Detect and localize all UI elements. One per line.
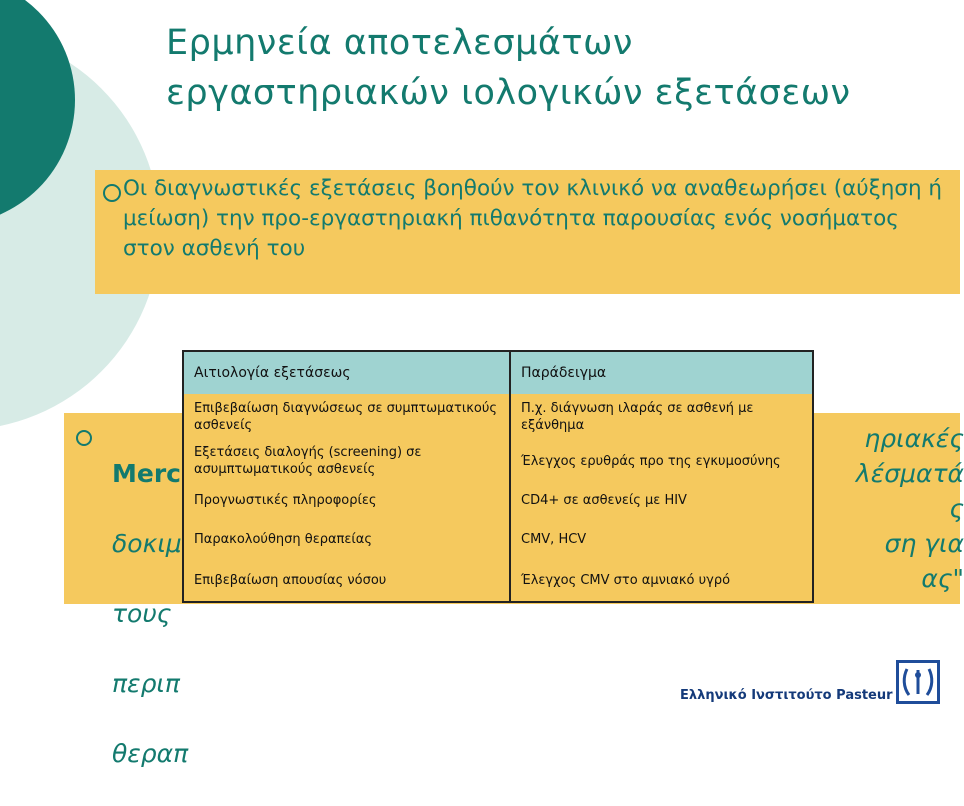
table-cell: Εξετάσεις διαλογής (screening) σε ασυμπτωματικούς ασθενείς	[183, 440, 510, 482]
table-header-cell: Παράδειγμα	[510, 351, 813, 394]
bullet2-right-4: ση για	[884, 529, 964, 558]
table-header-cell: Αιτιολογία εξετάσεως	[183, 351, 510, 394]
bullet2-line-4: περιπ	[112, 669, 180, 698]
bullet2-line-2: δοκιμ	[112, 529, 182, 558]
table-row	[183, 518, 813, 560]
table-row	[183, 482, 813, 518]
table-cell: Έλεγχος CMV στο αμνιακό υγρό	[521, 573, 731, 588]
bullet2-line-5: θεραπ	[112, 739, 189, 768]
bullet2-line-3: τους	[112, 599, 172, 628]
title-line-1: Ερμηνεία αποτελεσμάτων	[166, 23, 633, 63]
bullet-circle-icon	[76, 430, 92, 446]
title-line-2: εργαστηριακών ιολογικών εξετάσεων	[166, 73, 851, 113]
table-row	[183, 394, 813, 440]
table-row	[183, 560, 813, 602]
table-cell: Επιβεβαίωση διαγνώσεως σε συμπτωματικούς ασθενείς	[183, 394, 510, 440]
examples-table	[182, 350, 814, 603]
bullet2-right-3: ς	[949, 494, 964, 523]
bullet2-right-2: λέσματά	[855, 459, 964, 488]
table-cell: Παρακολούθηση θεραπείας	[183, 518, 510, 560]
bullet2-right-5: ας"	[921, 564, 964, 593]
slide-title	[166, 18, 946, 118]
table-cell: Επιβεβαίωση απουσίας νόσου	[183, 560, 510, 602]
bullet2-right-fragments	[814, 421, 964, 596]
table-row	[183, 440, 813, 482]
bullet2-right-1: ηριακές	[864, 424, 964, 453]
bullet2-line-1: Merc	[112, 459, 181, 488]
table-header-row	[183, 351, 813, 394]
pasteur-logo-icon	[896, 660, 940, 704]
table-cell: Προγνωστικές πληροφορίες	[183, 482, 510, 518]
table-cell: Π.χ. διάγνωση ιλαράς σε ασθενή με εξάνθημα	[521, 401, 754, 433]
institute-name: Ελληνικό Ινστιτούτο Pasteur	[680, 688, 893, 703]
table-cell: CMV, HCV	[521, 531, 587, 547]
table-cell: CD4+ σε ασθενείς με HIV	[521, 492, 687, 508]
table-cell: Έλεγχος ερυθράς προ της εγκυμοσύνης	[521, 453, 781, 469]
bullet-circle-icon	[103, 184, 121, 202]
bullet-text-1: Οι διαγνωστικές εξετάσεις βοηθούν τον κλινικό να αναθεωρήσει (αύξηση ή μείωση) την προ-εργαστηριακή πιθανότητα παρουσίας ενός νοσήματος στον ασθενή του	[123, 176, 943, 261]
bullet-band-1	[95, 170, 960, 294]
